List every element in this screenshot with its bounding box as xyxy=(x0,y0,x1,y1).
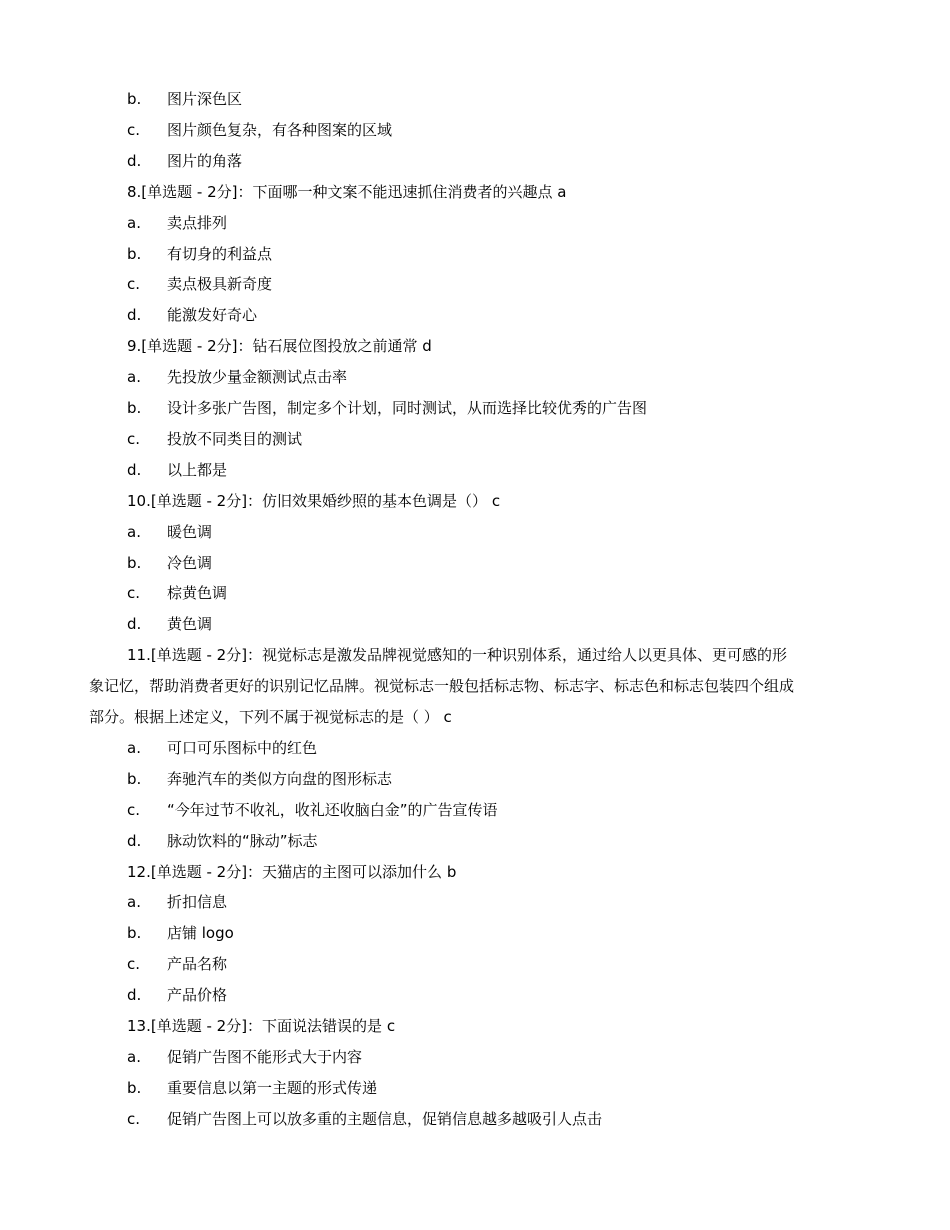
option-text: 以上都是 xyxy=(167,461,228,479)
option-text: 投放不同类目的测试 xyxy=(167,430,303,448)
answer-option xyxy=(0,1107,950,1131)
answer-option xyxy=(0,890,950,914)
question-line xyxy=(0,643,950,667)
question-text: 13.[单选题 - 2分]：下面说法错误的是 c xyxy=(127,1017,396,1035)
option-text: 先投放少量金额测试点击率 xyxy=(167,368,348,386)
option-text: 重要信息以第一主题的形式传递 xyxy=(167,1079,378,1097)
option-letter: a. xyxy=(127,214,141,232)
answer-option xyxy=(0,581,950,605)
option-letter: b. xyxy=(127,90,142,108)
answer-option xyxy=(0,118,950,142)
answer-option xyxy=(0,272,950,296)
answer-option xyxy=(0,612,950,636)
option-letter: b. xyxy=(127,1079,142,1097)
answer-option xyxy=(0,1076,950,1100)
option-letter: a. xyxy=(127,893,141,911)
option-letter: a. xyxy=(127,368,141,386)
option-letter: d. xyxy=(127,306,142,324)
answer-option xyxy=(0,921,950,945)
option-letter: c. xyxy=(127,801,141,819)
option-text: 黄色调 xyxy=(167,615,213,633)
option-text: 图片颜色复杂，有各种图案的区域 xyxy=(167,121,393,139)
option-text: 有切身的利益点 xyxy=(167,245,273,263)
option-letter: a. xyxy=(127,739,141,757)
answer-option xyxy=(0,829,950,853)
question-text: 11.[单选题 - 2分]：视觉标志是激发品牌视觉感知的一种识别体系，通过给人以更具体、更可感的形 xyxy=(127,646,788,664)
answer-option xyxy=(0,149,950,173)
option-letter: c. xyxy=(127,1110,141,1128)
option-text: 棕黄色调 xyxy=(167,584,228,602)
option-letter: b. xyxy=(127,399,142,417)
option-text: “今年过节不收礼，收礼还收脑白金”的广告宣传语 xyxy=(167,801,498,819)
question-line xyxy=(0,705,950,729)
answer-option xyxy=(0,736,950,760)
answer-option xyxy=(0,211,950,235)
option-letter: c. xyxy=(127,430,141,448)
answer-option xyxy=(0,427,950,451)
option-letter: b. xyxy=(127,554,142,572)
answer-option xyxy=(0,551,950,575)
option-text: 卖点排列 xyxy=(167,214,228,232)
answer-option xyxy=(0,458,950,482)
option-text: 产品名称 xyxy=(167,955,228,973)
answer-option xyxy=(0,520,950,544)
option-letter: b. xyxy=(127,245,142,263)
question-line xyxy=(0,180,950,204)
question-line xyxy=(0,1014,950,1038)
answer-option xyxy=(0,1045,950,1069)
answer-option xyxy=(0,798,950,822)
question-text: 9.[单选题 - 2分]：钻石展位图投放之前通常 d xyxy=(127,337,432,355)
option-text: 图片的角落 xyxy=(167,152,243,170)
option-text: 能激发好奇心 xyxy=(167,306,258,324)
question-text: 象记忆，帮助消费者更好的识别记忆品牌。视觉标志一般包括标志物、标志字、标志色和标志包装四个组成 xyxy=(89,677,795,695)
question-text: 8.[单选题 - 2分]：下面哪一种文案不能迅速抓住消费者的兴趣点 a xyxy=(127,183,567,201)
answer-option xyxy=(0,983,950,1007)
option-text: 折扣信息 xyxy=(167,893,228,911)
answer-option xyxy=(0,767,950,791)
answer-option xyxy=(0,952,950,976)
option-text: 产品价格 xyxy=(167,986,228,1004)
question-text: 12.[单选题 - 2分]：天猫店的主图可以添加什么 b xyxy=(127,863,457,881)
option-letter: d. xyxy=(127,461,142,479)
answer-option xyxy=(0,396,950,420)
question-text: 部分。根据上述定义，下列不属于视觉标志的是（ ） c xyxy=(89,708,452,726)
question-text: 10.[单选题 - 2分]：仿旧效果婚纱照的基本色调是（） c xyxy=(127,492,501,510)
option-letter: c. xyxy=(127,121,141,139)
option-letter: d. xyxy=(127,986,142,1004)
question-line xyxy=(0,674,950,698)
option-text: 卖点极具新奇度 xyxy=(167,275,273,293)
option-letter: a. xyxy=(127,523,141,541)
option-letter: d. xyxy=(127,615,142,633)
question-line xyxy=(0,489,950,513)
option-letter: c. xyxy=(127,275,141,293)
option-text: 促销广告图不能形式大于内容 xyxy=(167,1048,363,1066)
option-text: 暖色调 xyxy=(167,523,213,541)
option-text: 奔驰汽车的类似方向盘的图形标志 xyxy=(167,770,393,788)
answer-option xyxy=(0,303,950,327)
option-letter: b. xyxy=(127,924,142,942)
answer-option xyxy=(0,365,950,389)
question-line xyxy=(0,860,950,884)
question-line xyxy=(0,334,950,358)
answer-option xyxy=(0,87,950,111)
option-text: 设计多张广告图，制定多个计划，同时测试，从而选择比较优秀的广告图 xyxy=(167,399,648,417)
option-text: 脉动饮料的“脉动”标志 xyxy=(167,832,318,850)
option-text: 促销广告图上可以放多重的主题信息，促销信息越多越吸引人点击 xyxy=(167,1110,603,1128)
answer-option xyxy=(0,242,950,266)
option-text: 图片深色区 xyxy=(167,90,243,108)
option-text: 可口可乐图标中的红色 xyxy=(167,739,318,757)
option-letter: d. xyxy=(127,152,142,170)
option-text: 店铺 logo xyxy=(167,924,234,942)
option-letter: a. xyxy=(127,1048,141,1066)
option-text: 冷色调 xyxy=(167,554,213,572)
option-letter: c. xyxy=(127,584,141,602)
option-letter: b. xyxy=(127,770,142,788)
option-letter: d. xyxy=(127,832,142,850)
option-letter: c. xyxy=(127,955,141,973)
